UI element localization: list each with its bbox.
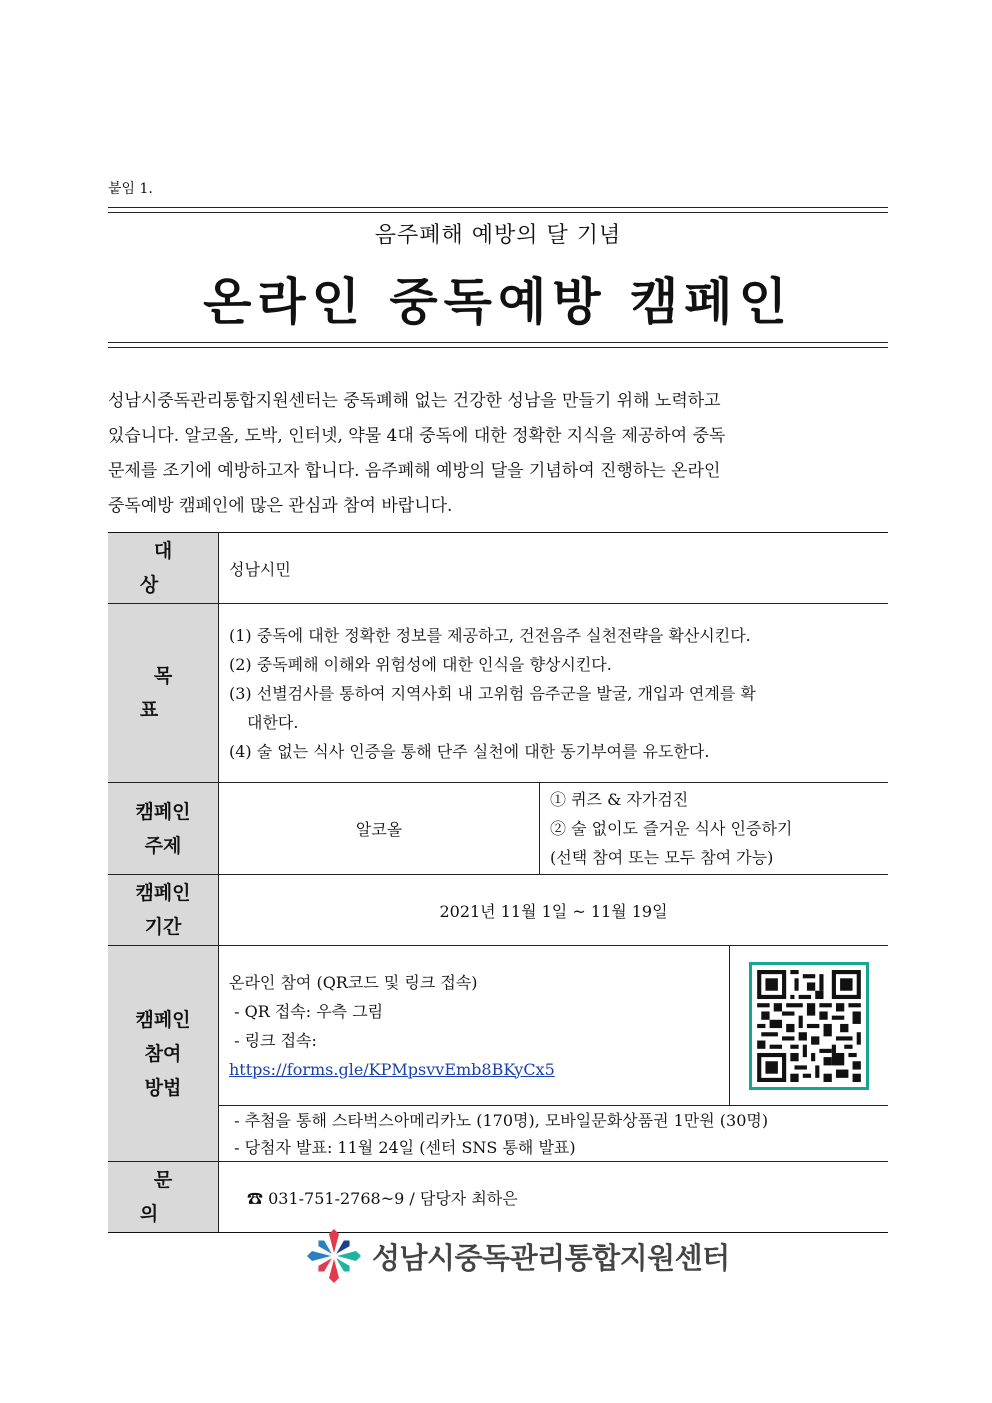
organization-name: 성남시중독관리통합지원센터	[372, 1240, 730, 1275]
prize-row	[108, 1106, 888, 1162]
prize-line: - 추첨을 통해 스타벅스아메리카노 (170명), 모바일문화상품권 1만원 (30명)	[229, 1110, 769, 1130]
intro-line: 문제를 조기에 예방하고자 합니다. 음주폐해 예방의 달을 기념하여 진행하는 온라인	[108, 461, 721, 481]
contact-text: 031-751-2768~9 / 담당자 최하은	[268, 1188, 518, 1208]
goal-item: (4) 술 없는 식사 인증을 통해 단주 실천에 대한 동기부여를 유도한다.	[229, 741, 710, 761]
contact-header: 문의	[108, 1162, 219, 1233]
qr-code-image	[757, 970, 861, 1082]
campaign-info-table	[108, 532, 888, 1233]
method-details	[219, 946, 730, 1106]
goal-item: (1) 중독에 대한 정확한 정보를 제공하고, 건전음주 실천전략을 확산시킨다.	[229, 625, 751, 645]
period-value: 2021년 11월 1일 ~ 11월 19일	[219, 875, 889, 946]
goal-list	[219, 604, 889, 783]
qr-cell	[730, 946, 889, 1106]
contact-value	[219, 1162, 889, 1233]
theme-item: ① 퀴즈 & 자가검진	[550, 790, 689, 809]
attachment-label: 붙임 1.	[108, 181, 153, 197]
theme-item: ② 술 없이도 즐거운 식사 인증하기	[550, 819, 793, 838]
goal-row	[108, 604, 888, 783]
period-header: 캠페인 기간	[108, 875, 219, 946]
page-title: 온라인 중독예방 캠페인	[203, 272, 793, 331]
theme-header: 캠페인 주제	[108, 783, 219, 875]
target-row	[108, 533, 888, 604]
target-header: 대상	[108, 533, 219, 604]
method-header: 캠페인 참여 방법	[108, 946, 219, 1162]
organization-logo-icon	[306, 1228, 362, 1284]
intro-line: 있습니다. 알코올, 도박, 인터넷, 약물 4대 중독에 대한 정확한 지식을 제공하여 중독	[108, 426, 726, 446]
contact-row	[108, 1162, 888, 1233]
phone-icon: ☎	[247, 1188, 264, 1208]
subtitle: 음주폐해 예방의 달 기념	[374, 223, 622, 248]
qr-code[interactable]	[749, 962, 869, 1090]
theme-activities	[540, 783, 889, 875]
method-row	[108, 946, 888, 1106]
target-value: 성남시민	[219, 533, 889, 604]
survey-link[interactable]: https://forms.gle/KPMpsvvEmb8BKyCx5	[229, 1059, 555, 1079]
top-rule	[108, 207, 888, 213]
method-line: - 링크 접속:	[229, 1030, 317, 1050]
goal-item: (2) 중독폐해 이해와 위험성에 대한 인식을 향상시킨다.	[229, 654, 612, 674]
intro-line: 성남시중독관리통합지원센터는 중독폐해 없는 건강한 성남을 만들기 위해 노력하고	[108, 391, 721, 411]
prize-line: - 당첨자 발표: 11월 24일 (센터 SNS 통해 발표)	[229, 1137, 576, 1157]
theme-row	[108, 783, 888, 875]
footer	[306, 1228, 730, 1284]
method-line: - QR 접속: 우측 그림	[229, 1001, 384, 1021]
theme-item: (선택 참여 또는 모두 참여 가능)	[550, 848, 774, 867]
title-rule	[108, 342, 888, 348]
method-line: 온라인 참여 (QR코드 및 링크 접속)	[229, 972, 478, 992]
intro-line: 중독예방 캠페인에 많은 관심과 참여 바랍니다.	[108, 496, 453, 516]
intro-paragraph	[108, 384, 888, 524]
period-row	[108, 875, 888, 946]
theme-topic: 알코올	[219, 783, 540, 875]
goal-item: 대한다.	[247, 712, 299, 732]
goal-item: (3) 선별검사를 통하여 지역사회 내 고위험 음주군을 발굴, 개입과 연계를 확	[229, 683, 756, 703]
goal-header: 목표	[108, 604, 219, 783]
prize-details	[219, 1106, 889, 1162]
